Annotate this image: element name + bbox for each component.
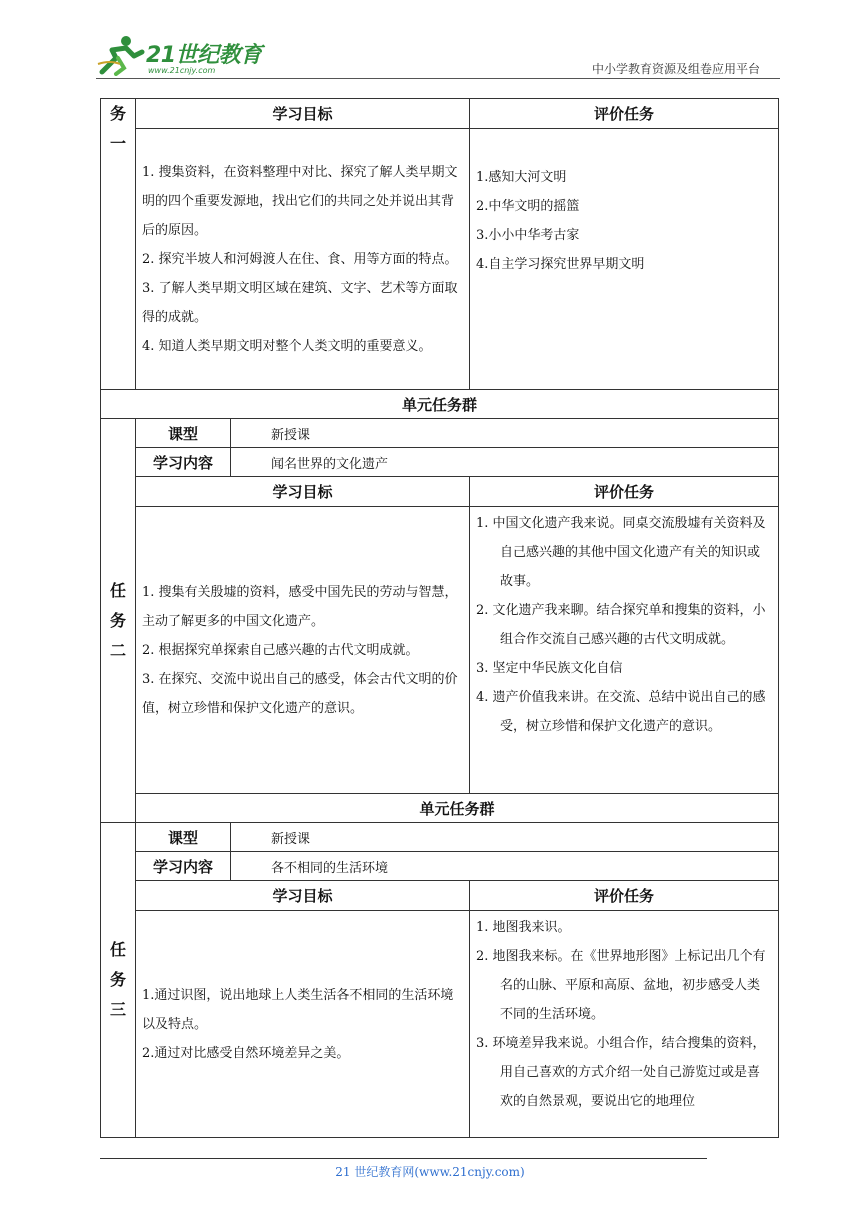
type-label: 课型	[136, 823, 231, 852]
goal-item: 1. 搜集资料，在资料整理中对比、探究了解人类早期文明的四个重要发源地，找出它们的共同之处并说出其背后的原因。	[142, 164, 458, 238]
goal-item: 1.通过识图，说出地球上人类生活各不相同的生活环境以及特点。	[142, 987, 454, 1032]
evals-cell	[470, 911, 779, 1138]
content-label: 学习内容	[136, 448, 231, 477]
goal-header: 学习目标	[136, 477, 470, 507]
footer-link[interactable]: 21 世纪教育网(www.21cnjy.com)	[335, 1165, 525, 1179]
task-label-3	[101, 823, 136, 1138]
eval-header: 评价任务	[470, 881, 779, 911]
goals-cell	[136, 507, 470, 794]
goal-item: 2.通过对比感受自然环境差异之美。	[142, 1045, 350, 1061]
eval-item: 1.感知大河文明	[476, 170, 567, 185]
platform-title: 中小学教育资源及组卷应用平台	[591, 62, 760, 76]
task-label-char: 二	[109, 640, 126, 660]
goal-item: 4. 知道人类早期文明对整个人类文明的重要意义。	[142, 338, 432, 354]
goal-header: 学习目标	[136, 881, 470, 911]
eval-item: 2. 文化遗产我来聊。结合探究单和搜集的资料，小组合作交流自己感兴趣的古代文明成就。	[476, 603, 766, 647]
lesson-plan-table	[100, 98, 779, 1138]
eval-item: 4. 遗产价值我来讲。在交流、总结中说出自己的感受，树立珍惜和保护文化遗产的意识。	[476, 690, 766, 734]
goal-item: 1. 搜集有关殷墟的资料，感受中国先民的劳动与智慧，主动了解更多的中国文化遗产。	[142, 584, 458, 629]
section-band: 单元任务群	[136, 794, 779, 823]
evals-cell	[470, 129, 779, 390]
eval-header: 评价任务	[470, 477, 779, 507]
header-divider	[96, 78, 780, 79]
content-value: 各不相同的生活环境	[231, 852, 779, 881]
section-band: 单元任务群	[101, 390, 779, 419]
goal-item: 2. 探究半坡人和河姆渡人在住、食、用等方面的特点。	[142, 251, 458, 267]
eval-item: 1. 中国文化遗产我来说。同桌交流殷墟有关资料及自己感兴趣的其他中国文化遗产有关的知识或故事。	[476, 516, 766, 589]
task-label-char: 任	[109, 580, 126, 600]
logo-url: www.21cnjy.com	[148, 66, 216, 75]
eval-item: 1. 地图我来识。	[476, 920, 571, 935]
type-value: 新授课	[231, 823, 779, 852]
logo-text: 21世纪教育	[146, 43, 262, 68]
task-label-char: 任	[109, 940, 126, 959]
type-value: 新授课	[231, 419, 779, 448]
page-header	[96, 32, 780, 80]
footer-divider	[100, 1158, 707, 1159]
eval-item: 3. 环境差异我来说。小组合作，结合搜集的资料，用自己喜欢的方式介绍一处自己游览过或是喜欢的自然景观，要说出它的地理位	[476, 1036, 766, 1109]
task-label-char: 务	[109, 610, 126, 630]
task-label-2	[101, 419, 136, 823]
goals-cell	[136, 911, 470, 1138]
task-label-char: 三	[109, 1000, 126, 1019]
content-value: 闻名世界的文化遗产	[231, 448, 779, 477]
eval-item: 3. 坚定中华民族文化自信	[476, 661, 623, 676]
goal-item: 2. 根据探究单探索自己感兴趣的古代文明成就。	[142, 642, 419, 658]
eval-item: 3.小小中华考古家	[476, 228, 580, 243]
task-label-char: 务	[109, 970, 126, 989]
content-label: 学习内容	[136, 852, 231, 881]
goal-header: 学习目标	[136, 99, 470, 129]
eval-header: 评价任务	[470, 99, 779, 129]
type-label: 课型	[136, 419, 231, 448]
runner-logo-icon	[96, 34, 146, 76]
eval-item: 4.自主学习探究世界早期文明	[476, 257, 645, 272]
evals-cell	[470, 507, 779, 794]
goals-cell	[136, 129, 470, 390]
eval-item: 2.中华文明的摇篮	[476, 199, 580, 214]
task-label-char: 一	[109, 134, 126, 153]
eval-item: 2. 地图我来标。在《世界地形图》上标记出几个有名的山脉、平原和高原、盆地，初步感受人类不同的生活环境。	[476, 949, 766, 1022]
logo	[96, 32, 266, 78]
task-label-1	[101, 99, 136, 390]
task-label-char: 务	[109, 104, 126, 123]
goal-item: 3. 了解人类早期文明区域在建筑、文字、艺术等方面取得的成就。	[142, 280, 458, 325]
goal-item: 3. 在探究、交流中说出自己的感受，体会古代文明的价值，树立珍惜和保护文化遗产的意识。	[142, 671, 458, 716]
